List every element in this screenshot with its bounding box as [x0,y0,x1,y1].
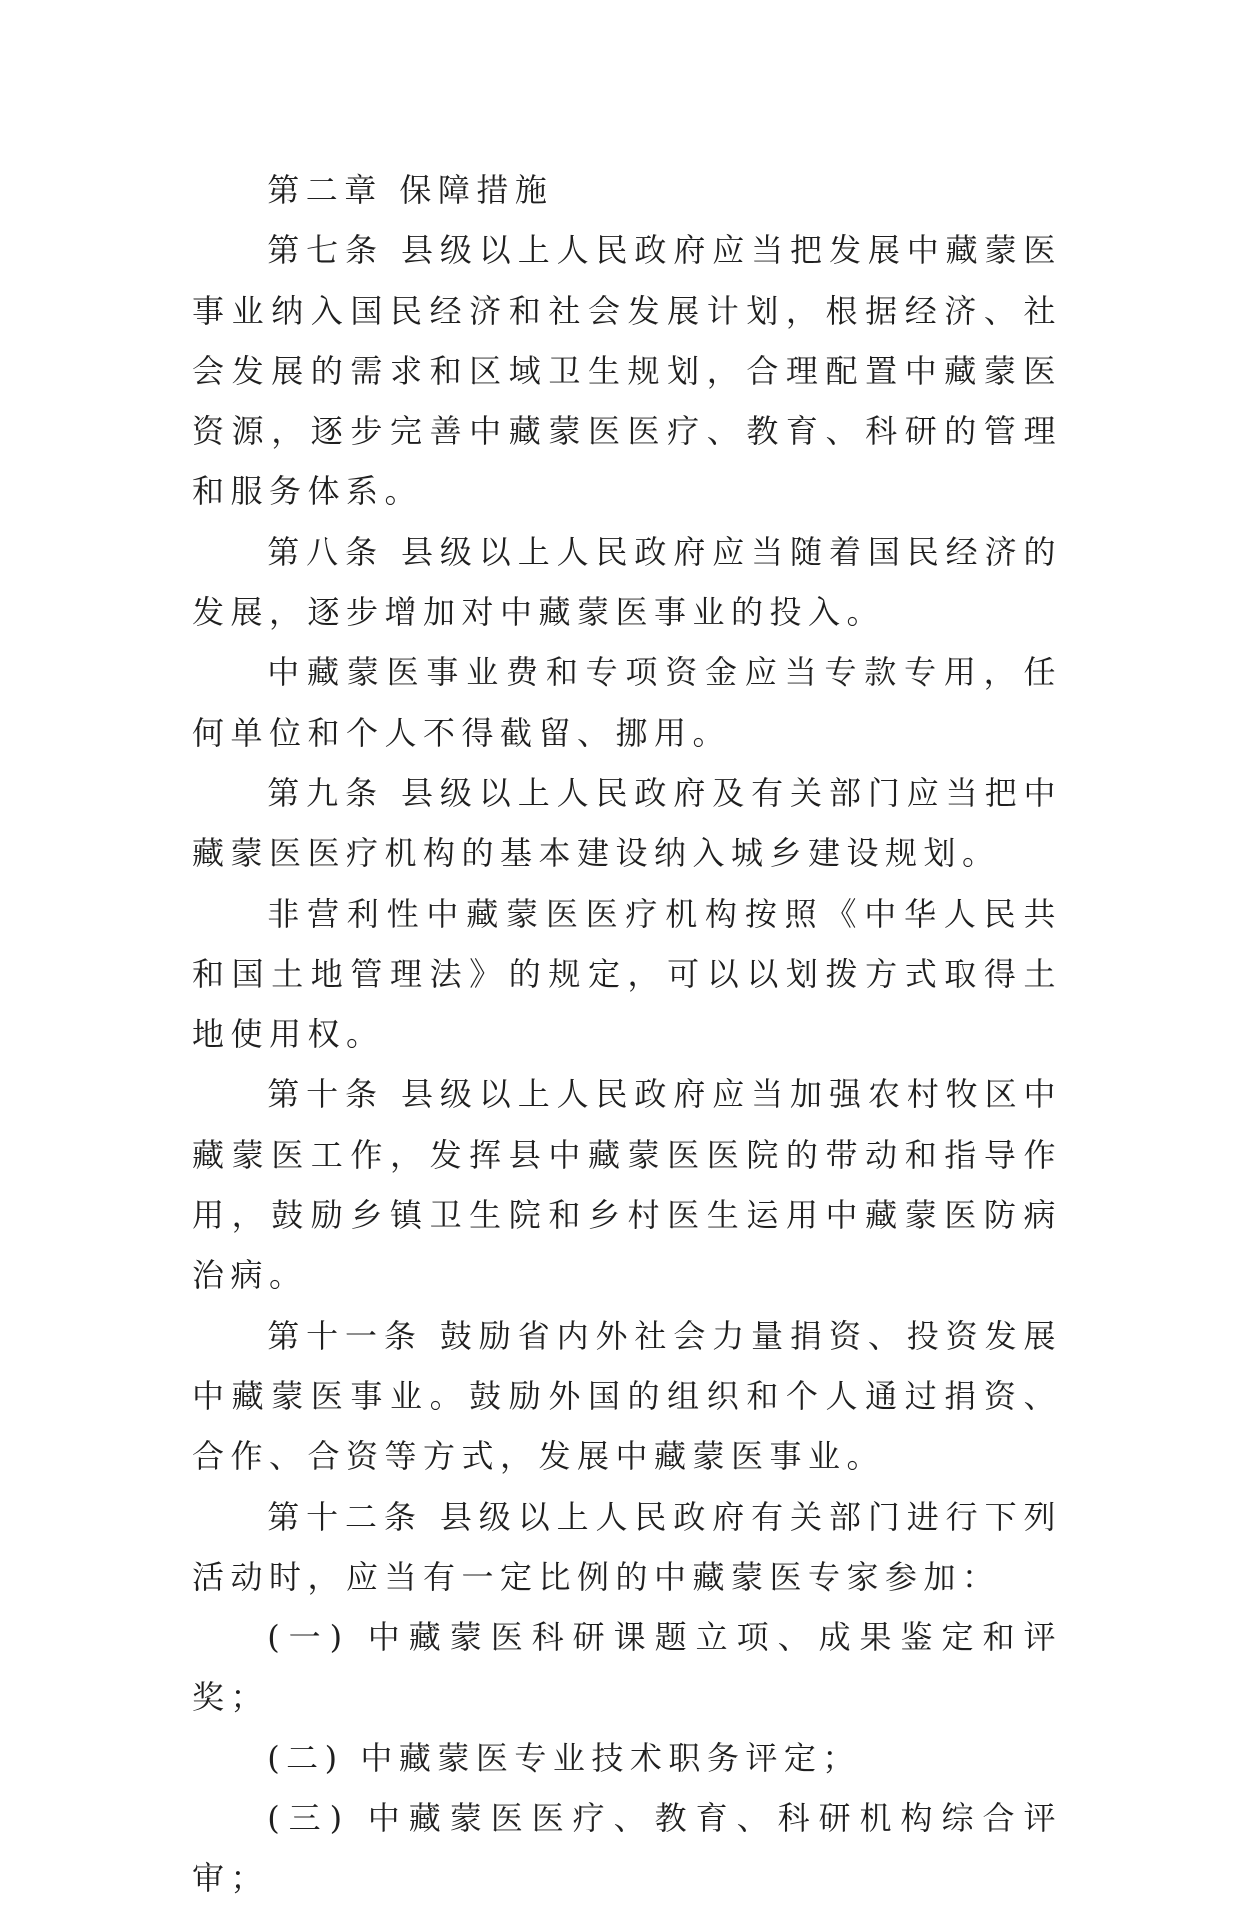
article-9-land-paragraph: 非营利性中藏蒙医医疗机构按照《中华人民共和国土地管理法》的规定，可以以划拨方式取得土地使用权。 [192,894,1062,1054]
article-11-paragraph: 第十一条 鼓励省内外社会力量捐资、投资发展中藏蒙医事业。鼓励外国的组织和个人通过捐资、合作、合资等方式，发展中藏蒙医事业。 [192,1316,1062,1476]
article-12-paragraph: 第十二条 县级以上人民政府有关部门进行下列活动时，应当有一定比例的中藏蒙医专家参加： [192,1497,1062,1596]
article-10-paragraph: 第十条 县级以上人民政府应当加强农村牧区中藏蒙医工作，发挥县中藏蒙医医院的带动和指导作用，鼓励乡镇卫生院和乡村医生运用中藏蒙医防病治病。 [192,1075,1062,1295]
article-8-funding-paragraph: 中藏蒙医事业费和专项资金应当专款专用，任何单位和个人不得截留、挪用。 [192,653,1062,752]
article-12-item-3: (三) 中藏蒙医医疗、教育、科研机构综合评审； [192,1799,1062,1898]
article-9-paragraph: 第九条 县级以上人民政府及有关部门应当把中藏蒙医医疗机构的基本建设纳入城乡建设规划。 [192,773,1062,873]
article-7-paragraph: 第七条 县级以上人民政府应当把发展中藏蒙医事业纳入国民经济和社会发展计划，根据经济、社会发展的需求和区域卫生规划，合理配置中藏蒙医资源，逐步完善中藏蒙医医疗、教育、科研的管理和服务体系。 [192,231,1062,511]
article-12-item-2: (二) 中藏蒙医专业技术职务评定； [267,1738,861,1777]
document-body [192,160,1062,1909]
article-12-item-1: (一) 中藏蒙医科研课题立项、成果鉴定和评奖； [192,1618,1062,1717]
chapter-heading: 第二章 保障措施 [267,171,554,209]
article-8-paragraph: 第八条 县级以上人民政府应当随着国民经济的发展，逐步增加对中藏蒙医事业的投入。 [192,532,1062,632]
